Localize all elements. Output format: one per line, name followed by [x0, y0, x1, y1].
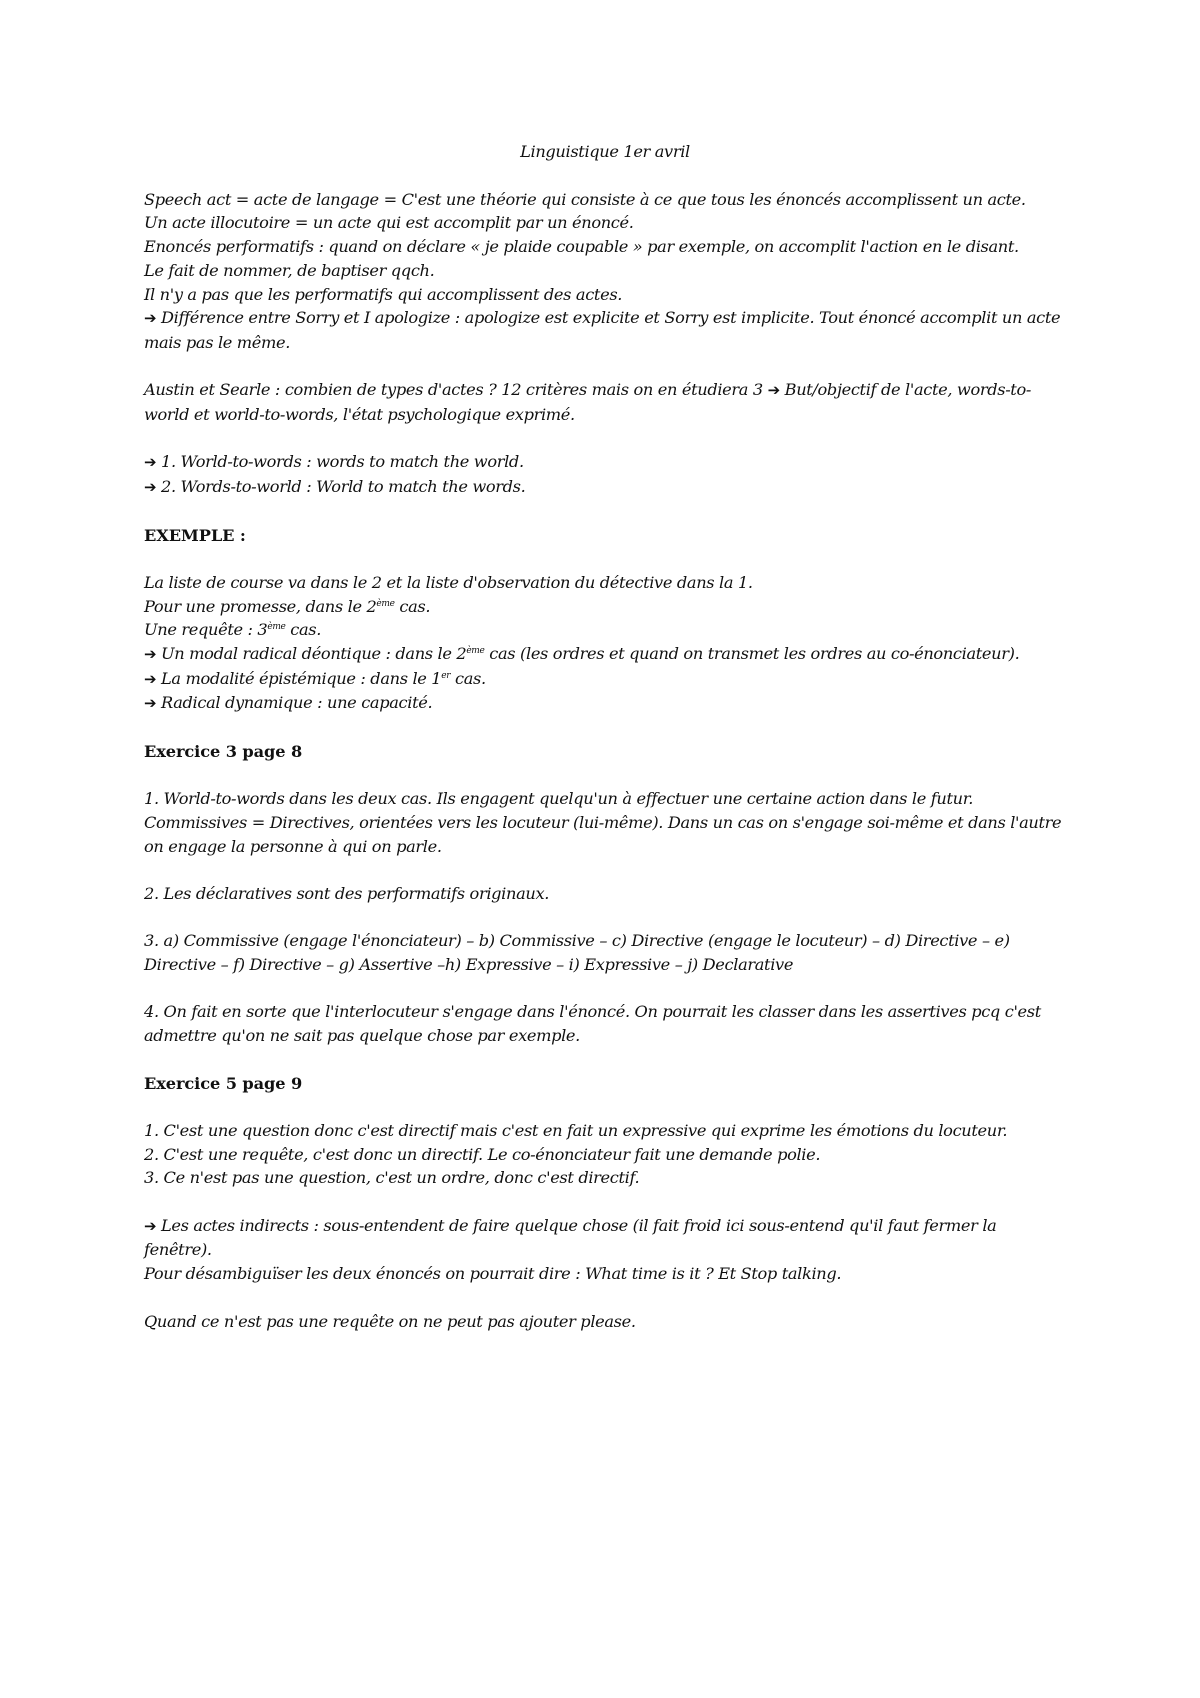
intro-section — [144, 188, 1066, 355]
heading-exercice-5: Exercice 5 page 9 — [144, 1073, 303, 1093]
spacer — [144, 764, 1066, 788]
exemple-line: ➔ Radical dynamique : une capacité. — [144, 693, 433, 713]
exercice-5-answer-2: 2. C'est une requête, c'est donc un directif. Le co-énonciateur fait une demande polie. — [144, 1144, 821, 1164]
direction-world-to-words: ➔ 1. World-to-words : words to match the world. — [144, 452, 524, 472]
paragraph-nommer: Le fait de nommer, de baptiser qqch. — [144, 260, 435, 280]
arrow-icon: ➔ — [767, 381, 780, 400]
exercice-3-answer-4: 4. On fait en sorte que l'interlocuteur s'engage dans l'énoncé. On pourrait les classer dans les assertives pcq c'est admettre qu'on ne sait pas quelque chose par exemple. — [144, 1002, 1041, 1046]
document-title: Linguistique 1er avril — [520, 142, 690, 161]
spacer — [144, 977, 1066, 1001]
paragraph-performatifs: Il n'y a pas que les performatifs qui accomplissent des actes. — [144, 284, 623, 304]
arrow-icon: ➔ — [144, 694, 157, 713]
exercice-3-answer-2: 2. Les déclaratives sont des performatifs originaux. — [144, 883, 550, 903]
arrow-icon: ➔ — [144, 1216, 157, 1235]
heading-exercice-3: Exercice 3 page 8 — [144, 741, 303, 761]
spacer — [144, 858, 1066, 882]
document-page — [144, 140, 1066, 1333]
exemple-line: ➔ La modalité épistémique : dans le 1er cas. — [144, 668, 486, 688]
heading-exemple: EXEMPLE : — [144, 525, 246, 545]
arrow-icon: ➔ — [144, 669, 157, 688]
paragraph-speech-act: Speech act = acte de langage = C'est une théorie qui consiste à ce que tous les énoncés accomplissent un acte. — [144, 189, 1026, 209]
arrow-icon: ➔ — [144, 453, 157, 472]
spacer — [144, 500, 1066, 524]
paragraph-sorry-apologize: ➔ Différence entre Sorry et I apologize : apologize est explicite et Sorry est implicite. Tout énoncé accomplit un acte mais pas le même. — [144, 308, 1061, 352]
paragraph-please: Quand ce n'est pas une requête on ne peut pas ajouter please. — [144, 1311, 636, 1331]
exemple-line: ➔ Un modal radical déontique : dans le 2ème cas (les ordres et quand on transmet les ordres au co-énonciateur). — [144, 644, 1020, 663]
spacer — [144, 1190, 1066, 1214]
spacer — [144, 355, 1066, 379]
paragraph-actes-indirects: ➔ Les actes indirects : sous-entendent de faire quelque chose (il fait froid ici sous-entend qu'il faut fermer la fenêtre). — [144, 1215, 997, 1260]
spacer — [144, 716, 1066, 740]
exercice-5-answer-3: 3. Ce n'est pas une question, c'est un ordre, donc c'est directif. — [144, 1168, 640, 1188]
direction-words-to-world: ➔ 2. Words-to-world : World to match the words. — [144, 477, 526, 497]
exemple-line: Pour une promesse, dans le 2ème cas. — [144, 596, 431, 616]
arrow-icon: ➔ — [144, 478, 157, 497]
exercice-3-answer-3: 3. a) Commissive (engage l'énonciateur) – b) Commissive – c) Directive (engage le locuteur) – d) Directive – e) Directive – f) Directive – g) Assertive –h) Expressive – i) Expressive – j) Declarative — [144, 931, 1010, 975]
spacer — [144, 906, 1066, 930]
paragraph-desambiguiser: Pour désambiguïser les deux énoncés on pourrait dire : What time is it ? Et Stop talking. — [144, 1264, 842, 1284]
spacer — [144, 1048, 1066, 1072]
paragraph-acte-illocutoire: Un acte illocutoire = un acte qui est accomplit par un énoncé. — [144, 213, 634, 233]
spacer — [144, 1286, 1066, 1310]
spacer — [144, 547, 1066, 571]
exercice-5-answer-1: 1. C'est une question donc c'est directif mais c'est en fait un expressive qui exprime les émotions du locuteur. — [144, 1120, 1008, 1140]
paragraph-enonces-performatifs: Enoncés performatifs : quand on déclare « je plaide coupable » par exemple, on accomplit l'action en le disant. — [144, 237, 1019, 257]
paragraph-austin-searle: Austin et Searle : combien de types d'actes ? 12 critères mais on en étudiera 3 ➔ But/objectif de l'acte, words-to-world et world-to-words, l'état psychologique exprimé. — [144, 380, 1031, 425]
exemple-section — [144, 571, 1066, 716]
arrow-icon: ➔ — [144, 309, 157, 328]
spacer — [144, 427, 1066, 451]
exemple-line: La liste de course va dans le 2 et la liste d'observation du détective dans la 1. — [144, 572, 753, 592]
exemple-line: Une requête : 3ème cas. — [144, 620, 322, 640]
exercice-3-answer-1: 1. World-to-words dans les deux cas. Ils engagent quelqu'un à effectuer une certaine action dans le futur. Commissives = Directives, orientées vers les locuteur (lui-même). Dans un cas on s'engage soi-même et dans l'autre on engage la personne à qui on parle. — [144, 789, 1062, 856]
arrow-icon: ➔ — [144, 645, 157, 663]
spacer — [144, 1095, 1066, 1119]
